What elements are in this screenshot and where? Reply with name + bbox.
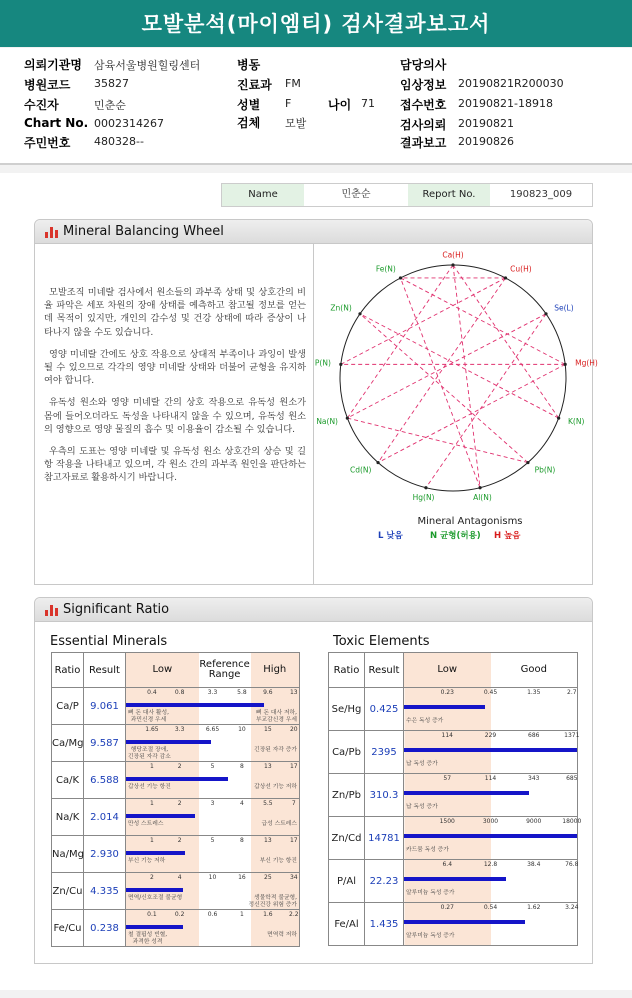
wheel-node [544, 312, 547, 315]
tick-labels: 2 4 10 16 25 34 [150, 874, 298, 881]
low-note: 철 결핍성 빈혈, 과격한 성격 [128, 932, 168, 945]
sex-value: F [285, 97, 292, 110]
sex-label: 성별 [237, 98, 261, 112]
result-header: Result [84, 653, 126, 688]
dept-label: 진료과 [237, 78, 272, 92]
tick-labels: 114 229 686 1371 [441, 732, 580, 739]
antagonism-line [378, 278, 505, 463]
low-note: 부신 기능 저하 [128, 858, 166, 864]
tick-labels: 1 2 5 8 13 17 [150, 763, 298, 770]
tick-labels: 6.4 12.8 38.4 76.8 [442, 861, 579, 868]
ratio-bar-cell [404, 774, 578, 817]
ratio-name: Ca/P [52, 688, 84, 725]
high-note: 긴장된 자각 증가 [254, 747, 297, 753]
antagonism-line [341, 278, 506, 364]
wheel-legend-item: L 낮음 [378, 531, 403, 541]
specimen-label: 검체 [237, 116, 261, 130]
code-label: 병원코드 [24, 78, 71, 92]
result-value: 20190826 [458, 135, 514, 148]
wheel-node [526, 461, 529, 464]
wheel-panel-header [35, 220, 592, 244]
tick-labels: 0.23 0.45 1.35 2.7 [440, 689, 577, 696]
wheel-node-label: Mg(H) [575, 358, 598, 368]
request-value: 20190821 [458, 117, 514, 130]
ratio-bar-cell [126, 910, 300, 947]
ratio-name: Fe/Cu [52, 910, 84, 947]
reference-range-header: Reference Range [199, 653, 251, 687]
clinical-label: 임상정보 [400, 78, 447, 92]
ratio-panel-header [35, 598, 592, 622]
wheel-node-label: Hg(N) [412, 492, 435, 502]
wheel-node [399, 276, 402, 279]
receipt-label: 접수번호 [400, 98, 447, 112]
tick-labels: 1.65 3.3 6.65 10 15 20 [145, 726, 298, 733]
result-bar [404, 920, 525, 924]
result-bar [404, 834, 577, 838]
ratio-name: Ca/Mg [52, 725, 84, 762]
good-header: Good [491, 653, 578, 687]
wheel-node [478, 486, 481, 489]
ratio-name: Zn/Pb [329, 774, 365, 817]
ratio-result: 9.061 [84, 688, 126, 725]
ratio-name: Se/Hg [329, 688, 365, 731]
report-title: 모발분석(마이엠티) 검사결과보고서 [0, 0, 632, 47]
receipt-value: 20190821-18918 [458, 97, 553, 110]
ratio-bar-cell [126, 836, 300, 873]
result-bar [404, 877, 506, 881]
essential-row [52, 688, 300, 725]
essential-row [52, 762, 300, 799]
low-note: 뼈 돈 대사 활성, 과민신경 우세 [128, 710, 169, 723]
age-label: 나이 [328, 98, 352, 112]
ratio-result: 6.588 [84, 762, 126, 799]
antagonism-line [360, 314, 559, 418]
inst-label: 의뢰기관명 [24, 58, 82, 72]
wheel-node [346, 416, 349, 419]
wheel-node-label: Se(L) [554, 303, 574, 313]
wheel-node [504, 276, 507, 279]
ratio-bar-cell [404, 817, 582, 860]
high-note: 면역력 저하 [267, 932, 297, 938]
result-bar [126, 740, 211, 744]
tick-labels: 0.27 0.54 1.62 3.24 [440, 904, 579, 911]
toxic-elements-title: Toxic Elements [333, 634, 430, 649]
ratio-result: 9.587 [84, 725, 126, 762]
ratio-bar-cell [404, 731, 578, 774]
wheel-node-label: K(N) [568, 417, 585, 427]
ratio-bar-cell [126, 688, 300, 725]
wheel-caption: Mineral Antagonisms [417, 516, 523, 527]
ratio-result: 2.930 [84, 836, 126, 873]
result-bar [404, 705, 485, 709]
wheel-node-label: Cu(H) [510, 264, 532, 274]
range-header [404, 653, 578, 688]
age-value: 71 [361, 97, 375, 110]
wheel-node-label: Zn(N) [330, 303, 352, 313]
ratio-result: 1.435 [365, 903, 404, 946]
ratio-name: Na/K [52, 799, 84, 836]
ratio-bar-cell [126, 725, 300, 762]
result-bar [126, 703, 264, 707]
wheel-description [44, 286, 306, 494]
wheel-node-label: Fe(N) [375, 264, 396, 274]
wheel-panel-title: Mineral Balancing Wheel [63, 224, 224, 239]
chart-label: Chart No. [24, 116, 89, 130]
essential-minerals-title: Essential Minerals [50, 634, 168, 649]
wheel-paragraph: 영양 미네랄 간에도 상호 작용으로 상대적 부족이나 과잉이 발생될 수 있으므로 각각의 영양 미네랄 상태와 더불어 균형을 유지하여야 합니다. [44, 348, 306, 387]
tick-labels: 1 2 3 4 5.5 7 [150, 800, 296, 807]
high-note: 부신 기능 항진 [259, 858, 297, 864]
wheel-node [557, 416, 560, 419]
low-header: Low [126, 653, 199, 687]
ratio-result: 14781 [365, 817, 404, 860]
toxic-elements-table [328, 652, 582, 946]
ratio-bar-cell [126, 873, 300, 910]
ratio-name: Ca/K [52, 762, 84, 799]
ratio-name: Zn/Cd [329, 817, 365, 860]
low-note: 갑상선 기능 항진 [128, 784, 171, 790]
result-bar [126, 888, 183, 892]
high-note: 갑상선 기능 저하 [254, 784, 297, 790]
subject-label: 수진자 [24, 98, 59, 112]
wheel-node-label: Cd(N) [349, 465, 372, 475]
ratio-bar-cell [404, 860, 578, 903]
specimen-value: 모발 [285, 117, 307, 130]
result-bar [126, 851, 185, 855]
ratio-name: P/Al [329, 860, 365, 903]
low-note: 카드뮴 독성 증가 [406, 847, 449, 853]
bar-chart-icon [45, 227, 58, 238]
ratio-result: 2.014 [84, 799, 126, 836]
essential-row [52, 910, 300, 947]
result-bar [404, 791, 529, 795]
ratio-result: 0.425 [365, 688, 404, 731]
ratio-bar-cell [404, 903, 578, 946]
ratio-name: Ca/Pb [329, 731, 365, 774]
tick-labels: 0.1 0.2 0.6 1 1.6 2.2 [147, 911, 299, 918]
ratio-result: 0.238 [84, 910, 126, 947]
wheel-node [451, 263, 454, 266]
wheel-node-label: Al(N) [473, 492, 492, 502]
low-note: 수은 독성 증가 [406, 718, 444, 724]
result-bar [404, 748, 577, 752]
result-label: 결과보고 [400, 136, 447, 150]
low-header: Low [404, 653, 491, 687]
request-label: 검사의뢰 [400, 118, 447, 132]
chart-value: 0002314267 [94, 117, 164, 130]
doctor-label: 담당의사 [400, 58, 447, 72]
high-header: High [251, 653, 299, 687]
mineral-antagonism-wheel [314, 244, 598, 584]
subject-value: 민춘순 [94, 99, 126, 112]
inst-value: 삼육서울병원힐링센터 [94, 59, 201, 72]
low-note: 납 독성 증가 [406, 761, 438, 767]
ratio-header: Ratio [329, 653, 365, 688]
wheel-paragraph: 모발조직 미네랄 검사에서 원소들의 과부족 상태 및 상호간의 비율 파악은 세포 차원의 장애 상태를 예측하고 참고될 정보를 얻는데 목적이 있지만, 개인의 감수성 및 건강 상태에 따라 증상이 나타나지 않을 수도 있습니다. [44, 287, 306, 338]
wheel-node [339, 363, 342, 366]
low-note: 알루미늄 독성 증가 [406, 933, 455, 939]
ratio-result: 22.23 [365, 860, 404, 903]
wheel-node-label: Pb(N) [534, 465, 556, 475]
low-note: 행당조절 장애, 긴장된 자각 감소 [128, 747, 171, 760]
essential-row [52, 873, 300, 910]
wheel-node-label: Ca(H) [442, 250, 464, 260]
low-note: 면역/신호조절 불균형 [128, 895, 183, 901]
antagonism-line [347, 314, 546, 418]
wheel-paragraph: 유독성 원소와 영양 미네랄 간의 상호 작용으로 유독성 원소가 몸에 들어오더라도 독성을 나타내지 않을 수 있으며, 유독성 원소의 영향으로 영양 물질의 흡수 및 이용율이 감소될 수 있습니다. [44, 397, 306, 435]
patient-info-section [0, 48, 632, 165]
antagonism-line [400, 278, 480, 488]
essential-row [52, 836, 300, 873]
table-header-row [329, 653, 578, 688]
bar-chart-icon [45, 605, 58, 616]
ratio-result: 2395 [365, 731, 404, 774]
dept-value: FM [285, 77, 301, 90]
report-number-cell: 190823_009 [509, 189, 573, 200]
tick-labels: 1500 3000 9000 18000 [439, 818, 582, 825]
ratio-name: Zn/Cu [52, 873, 84, 910]
wheel-node [376, 461, 379, 464]
essential-row [52, 725, 300, 762]
ratio-result: 310.3 [365, 774, 404, 817]
antagonism-line [347, 418, 528, 463]
high-note: 뼈 돈 대사 저하, 부교감신경 우세 [255, 710, 297, 723]
ratio-bar-cell [126, 762, 300, 799]
result-header: Result [365, 653, 404, 688]
toxic-row [329, 817, 578, 860]
wheel-node-label: P(N) [314, 358, 331, 368]
tick-labels: 0.4 0.8 3.3 5.8 9.6 13 [147, 689, 298, 696]
toxic-row [329, 774, 578, 817]
ratio-panel-title: Significant Ratio [63, 602, 170, 617]
name-report-table [221, 183, 593, 207]
high-note: 생물학적 불균형, 정신건강 위험 증가 [248, 895, 297, 908]
antagonism-line [360, 314, 528, 463]
ratio-result: 4.335 [84, 873, 126, 910]
wheel-node [358, 312, 361, 315]
essential-row [52, 799, 300, 836]
wheel-circle [340, 265, 566, 491]
clinical-value: 20190821R200030 [458, 77, 564, 90]
tick-labels: 1 2 5 8 13 17 [150, 837, 298, 844]
code-value: 35827 [94, 77, 129, 90]
wheel-node [564, 363, 567, 366]
name-header: Name [222, 184, 304, 206]
antagonism-line [347, 265, 453, 418]
ratio-bar-cell [126, 799, 300, 836]
toxic-row [329, 903, 578, 946]
wheel-paragraph: 우측의 도표는 영양 미네랄 및 유독성 원소 상호간의 상승 및 길항 작용을 나타내고 있으며, 각 원소 간의 과부족 원인을 판단하는 참고자료로 활용하시기 바랍니다. [44, 446, 306, 484]
rrn-label: 주민번호 [24, 136, 71, 150]
ratio-header: Ratio [52, 653, 84, 688]
essential-minerals-table [51, 652, 300, 947]
report-header: Report No. [408, 184, 490, 206]
ratio-name: Fe/Al [329, 903, 365, 946]
wheel-legend-item: H 높음 [494, 531, 521, 541]
range-header [126, 653, 300, 688]
ward-label: 병동 [237, 58, 261, 72]
rrn-value: 480328-- [94, 135, 144, 148]
ratio-name: Na/Mg [52, 836, 84, 873]
result-bar [126, 925, 183, 929]
low-note: 만성 스트레스 [128, 821, 164, 827]
ratio-bar-cell [404, 688, 578, 731]
wheel-node [424, 486, 427, 489]
toxic-row [329, 688, 578, 731]
name-cell: 민춘순 [341, 189, 371, 200]
low-note: 납 독성 증가 [406, 804, 438, 810]
low-note: 알루미늄 독성 증가 [406, 890, 455, 896]
result-bar [126, 814, 195, 818]
table-header-row [52, 653, 300, 688]
high-note: 급성 스트레스 [261, 821, 297, 827]
tick-labels: 57 114 343 685 [443, 775, 578, 782]
wheel-node-label: Na(N) [316, 417, 338, 427]
wheel-legend-item: N 균형(허용) [430, 531, 481, 541]
result-bar [126, 777, 228, 781]
toxic-row [329, 731, 578, 774]
toxic-row [329, 860, 578, 903]
antagonism-line [378, 364, 565, 462]
